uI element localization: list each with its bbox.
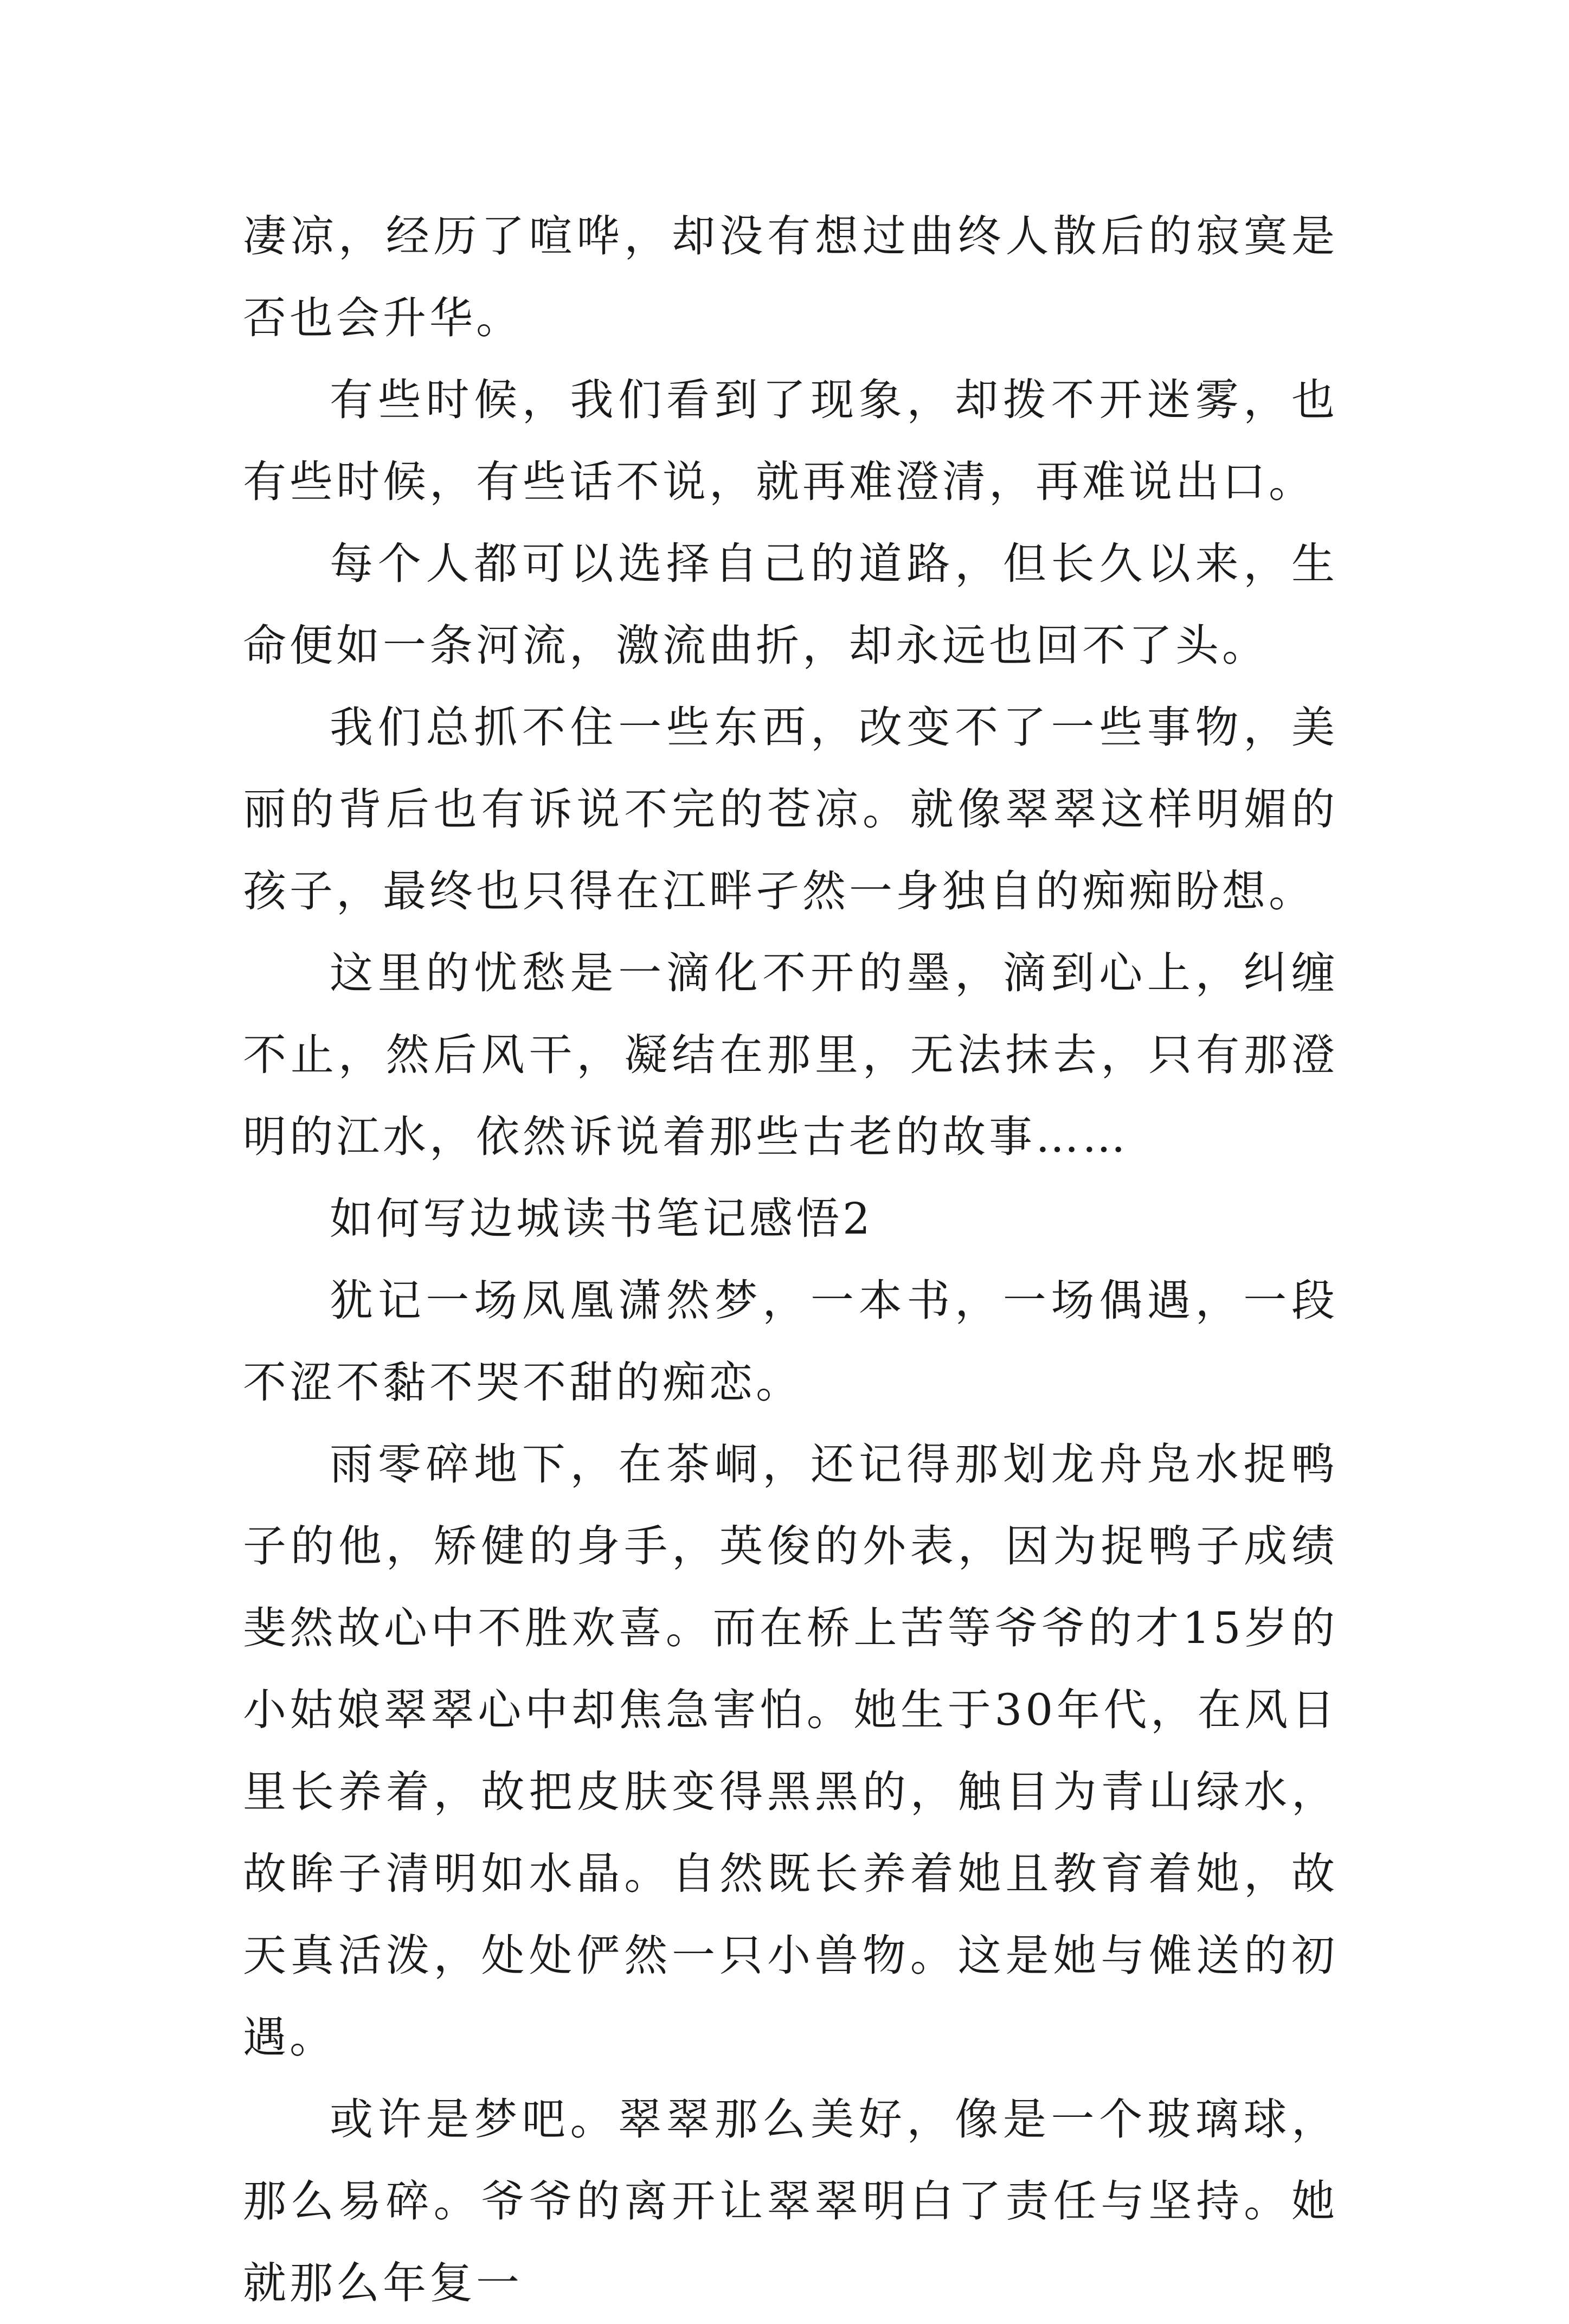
paragraph-continued: 凄凉，经历了喧哗，却没有想过曲终人散后的寂寞是否也会升华。 [243, 211, 1338, 343]
paragraph-truncated: 或许是梦吧。翠翠那么美好，像是一个玻璃球，那么易碎。爷爷的离开让翠翠明白了责任与坚持。她就那么年复一 [243, 2094, 1338, 2308]
paragraph: 犹记一场凤凰潇然梦，一本书，一场偶遇，一段不涩不黏不哭不甜的痴恋。 [243, 1275, 1338, 1408]
paragraph: 我们总抓不住一些东西，改变不了一些事物，美丽的背后也有诉说不完的苍凉。就像翠翠这样明媚的孩子，最终也只得在江畔孑然一身独自的痴痴盼想。 [243, 702, 1338, 916]
paragraph: 这里的忧愁是一滴化不开的墨，滴到心上，纠缠不止，然后风干，凝结在那里，无法抹去，只有那澄明的江水，依然诉说着那些古老的故事…… [243, 948, 1338, 1162]
paragraph: 有些时候，我们看到了现象，却拨不开迷雾，也有些时候，有些话不说，就再难澄清，再难说出口。 [243, 375, 1338, 507]
paragraph: 雨零碎地下，在茶峒，还记得那划龙舟凫水捉鸭子的他，矫健的身手，英俊的外表，因为捉鸭子成绩斐然故心中不胜欢喜。而在桥上苦等爷爷的才15岁的小姑娘翠翠心中却焦急害怕。她生于30年代，在风日里长养着，故把皮肤变得黑黑的，触目为青山绿水，故眸子清明如水晶。自然既长养着她且教育着她，故天真活泼，处处俨然一只小兽物。这是她与傩送的初遇。 [243, 1439, 1338, 2063]
paragraph: 每个人都可以选择自己的道路，但长久以来，生命便如一条河流，激流曲折，却永远也回不了头。 [243, 538, 1338, 671]
section-heading: 如何写边城读书笔记感悟2 [330, 1193, 873, 1244]
document-body [243, 195, 1338, 2324]
